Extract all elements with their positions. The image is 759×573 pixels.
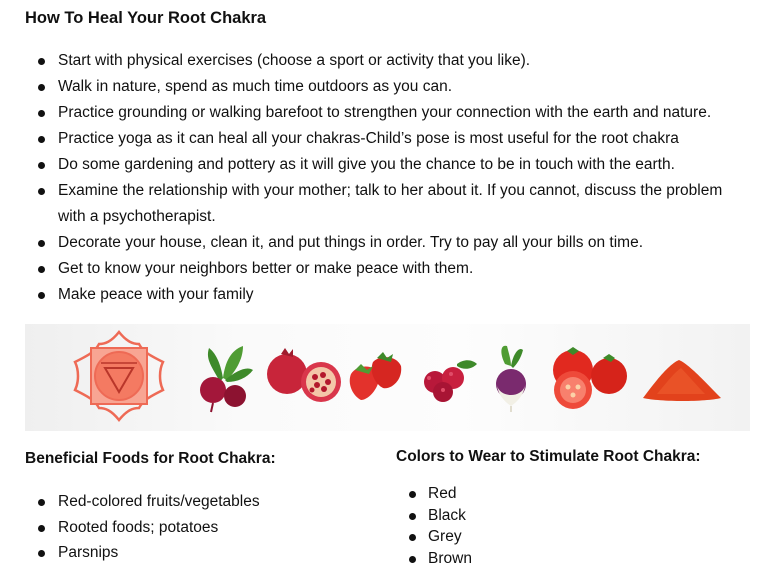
root-chakra-foods-banner [25, 324, 750, 431]
strawberry-icon [350, 352, 401, 400]
list-item: Parsnips [25, 540, 260, 566]
list-item: Red [396, 483, 472, 505]
tomato-icon [553, 347, 627, 409]
list-item: Get to know your neighbors better or make peace with them. [25, 256, 750, 282]
list-item: Decorate your house, clean it, and put things in order. Try to pay all your bills on time. [25, 230, 750, 256]
page-title: How To Heal Your Root Chakra [25, 9, 267, 27]
list-item: Practice yoga as it can heal all your chakras-Child’s pose is most useful for the root chakra [25, 126, 750, 152]
list-item: Do some gardening and pottery as it will give you the chance to be in touch with the earth. [25, 152, 750, 178]
list-item: Red-colored fruits/vegetables [25, 489, 260, 515]
turnip-icon [496, 346, 526, 412]
list-item: Black [396, 505, 472, 527]
red-powder-icon [643, 360, 721, 401]
healing-tips-list [25, 48, 750, 308]
root-chakra-symbol-icon [75, 332, 163, 420]
list-item: Brown [396, 548, 472, 570]
colors-list [396, 483, 472, 569]
list-item: Walk in nature, spend as much time outdoors as you can. [25, 74, 750, 100]
foods-list [25, 489, 260, 566]
list-item: Start with physical exercises (choose a sport or activity that you like). [25, 48, 750, 74]
list-item: Make peace with your family [25, 282, 750, 308]
list-item: Examine the relationship with your mother; talk to her about it. If you cannot, discuss the problem with a psychotherapist. [25, 178, 750, 230]
list-item: Grey [396, 526, 472, 548]
foods-heading: Beneficial Foods for Root Chakra: [25, 450, 276, 467]
pomegranate-icon [267, 348, 341, 402]
banner-illustration [25, 324, 750, 431]
list-item: Practice grounding or walking barefoot to strengthen your connection with the earth and nature. [25, 100, 750, 126]
beetroot-icon [200, 346, 253, 412]
raspberry-icon [424, 360, 477, 402]
list-item: Rooted foods; potatoes [25, 515, 260, 541]
colors-heading: Colors to Wear to Stimulate Root Chakra: [396, 448, 701, 465]
